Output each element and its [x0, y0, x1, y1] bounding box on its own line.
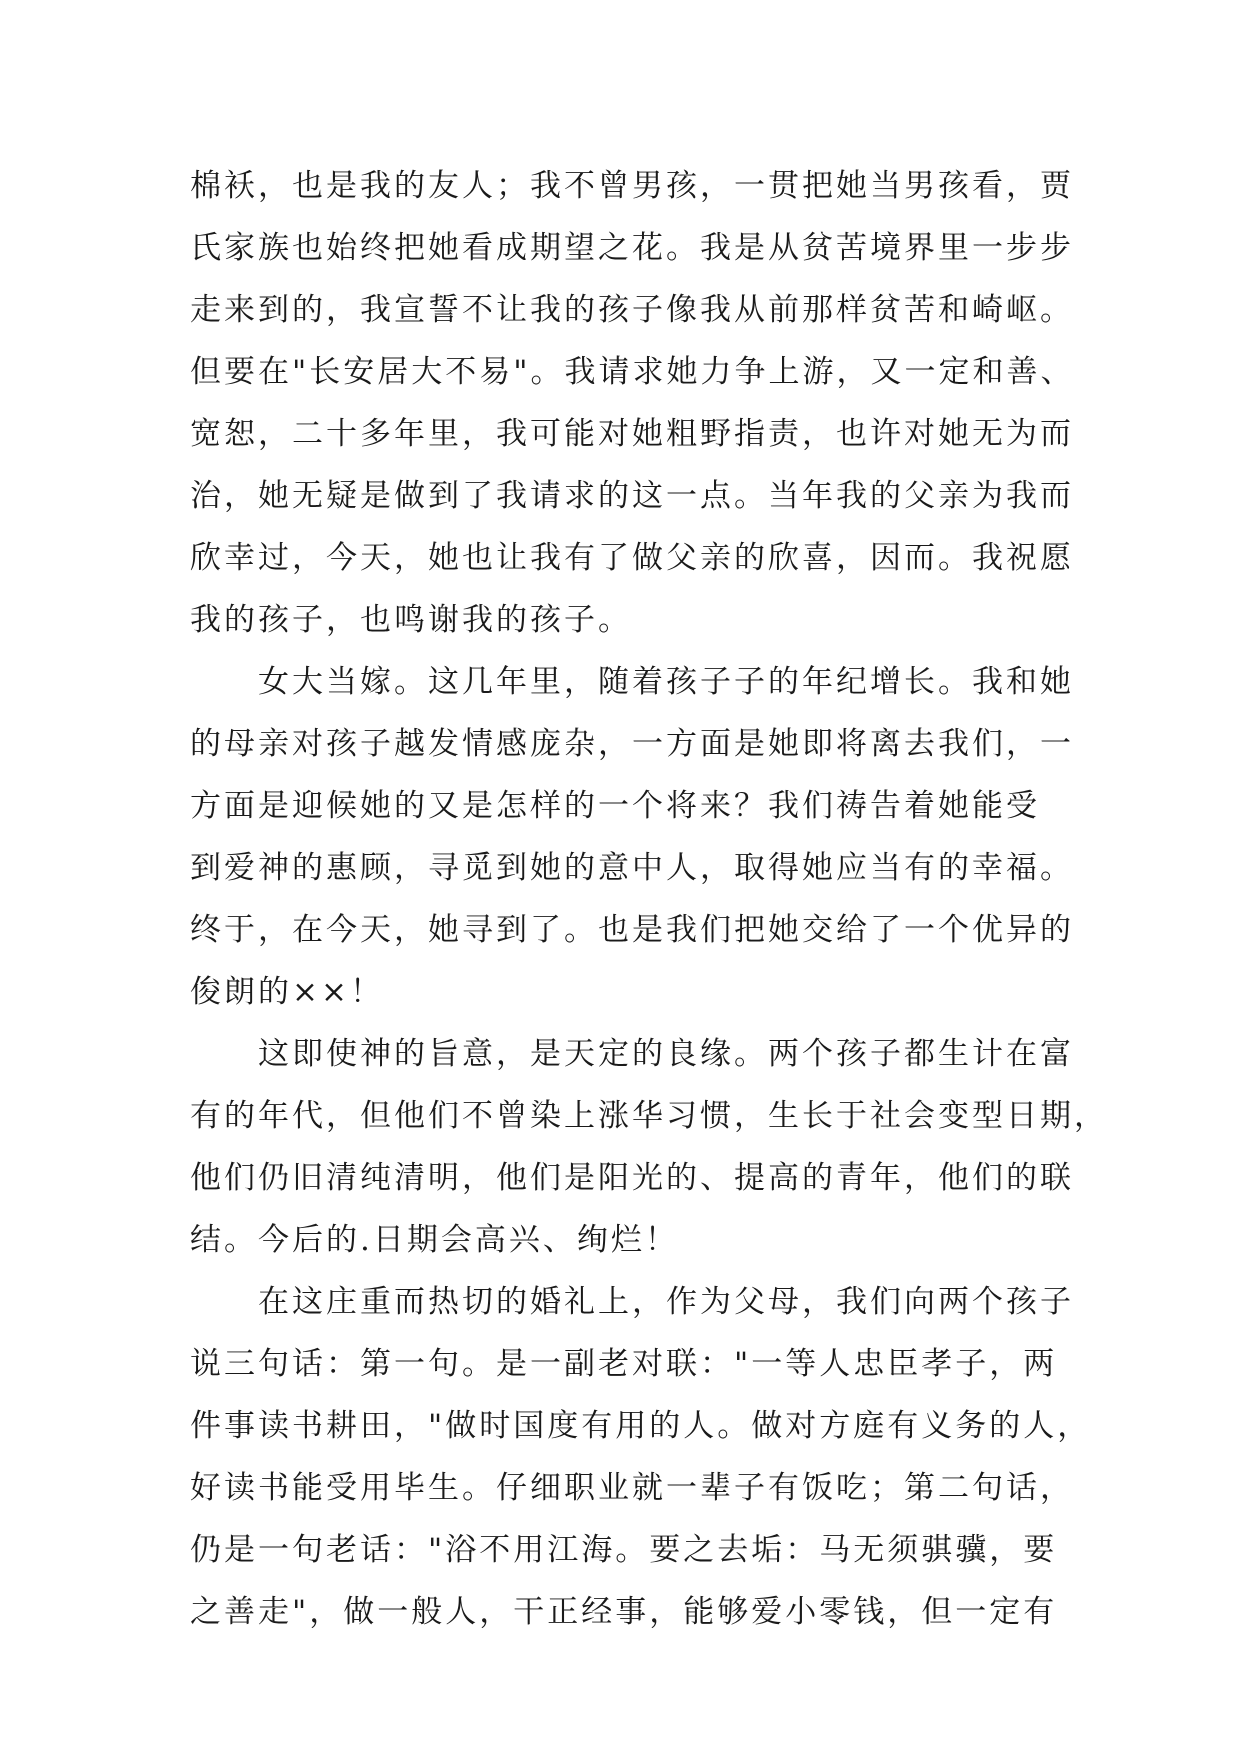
text-line: 仍是一句老话："浴不用江海。要之去垢：马无须骐骥，要	[190, 1532, 1058, 1568]
text-line: 的母亲对孩子越发情感庞杂，一方面是她即将离去我们，一	[190, 726, 1074, 762]
text-line: 他们仍旧清纯清明，他们是阳光的、提高的青年，他们的联	[190, 1160, 1074, 1196]
text-line: 宽恕，二十多年里，我可能对她粗野指责，也许对她无为而	[190, 416, 1074, 452]
text-line: 我的孩子，也鸣谢我的孩子。	[190, 602, 632, 638]
text-line: 有的年代，但他们不曾染上涨华习惯，生长于社会变型日期，	[190, 1098, 1108, 1134]
text-line: 好读书能受用毕生。仔细职业就一辈子有饭吃；第二句话，	[190, 1470, 1074, 1506]
text-line: 方面是迎候她的又是怎样的一个将来？我们祷告着她能受	[190, 788, 1040, 824]
text-line: 这即使神的旨意，是天定的良缘。两个孩子都生计在富	[258, 1036, 1074, 1072]
text-line: 欣幸过，今天，她也让我有了做父亲的欣喜，因而。我祝愿	[190, 540, 1074, 576]
text-line: 终于，在今天，她寻到了。也是我们把她交给了一个优异的	[190, 912, 1074, 948]
text-line: 氏家族也始终把她看成期望之花。我是从贫苦境界里一步步	[190, 230, 1074, 266]
text-line: 之善走"，做一般人，干正经事，能够爱小零钱，但一定有	[190, 1594, 1058, 1630]
text-line: 治，她无疑是做到了我请求的这一点。当年我的父亲为我而	[190, 478, 1074, 514]
text-line: 女大当嫁。这几年里，随着孩子子的年纪增长。我和她	[258, 664, 1074, 700]
text-line: 件事读书耕田，"做时国度有用的人。做对方庭有义务的人，	[190, 1408, 1092, 1444]
body-text	[190, 155, 1108, 1643]
text-line: 结。今后的.日期会高兴、绚烂！	[190, 1222, 679, 1258]
text-line: 走来到的，我宣誓不让我的孩子像我从前那样贫苦和崎岖。	[190, 292, 1074, 328]
text-line: 棉袄，也是我的友人；我不曾男孩，一贯把她当男孩看，贾	[190, 168, 1074, 204]
text-line: 到爱神的惠顾，寻觅到她的意中人，取得她应当有的幸福。	[190, 850, 1074, 886]
text-line: 说三句话：第一句。是一副老对联："一等人忠臣孝子，两	[190, 1346, 1058, 1382]
text-line: 但要在"长安居大不易"。我请求她力争上游，又一定和善、	[190, 354, 1075, 390]
text-line: 在这庄重而热切的婚礼上，作为父母，我们向两个孩子	[258, 1284, 1074, 1320]
text-line: 俊朗的××！	[190, 974, 384, 1010]
